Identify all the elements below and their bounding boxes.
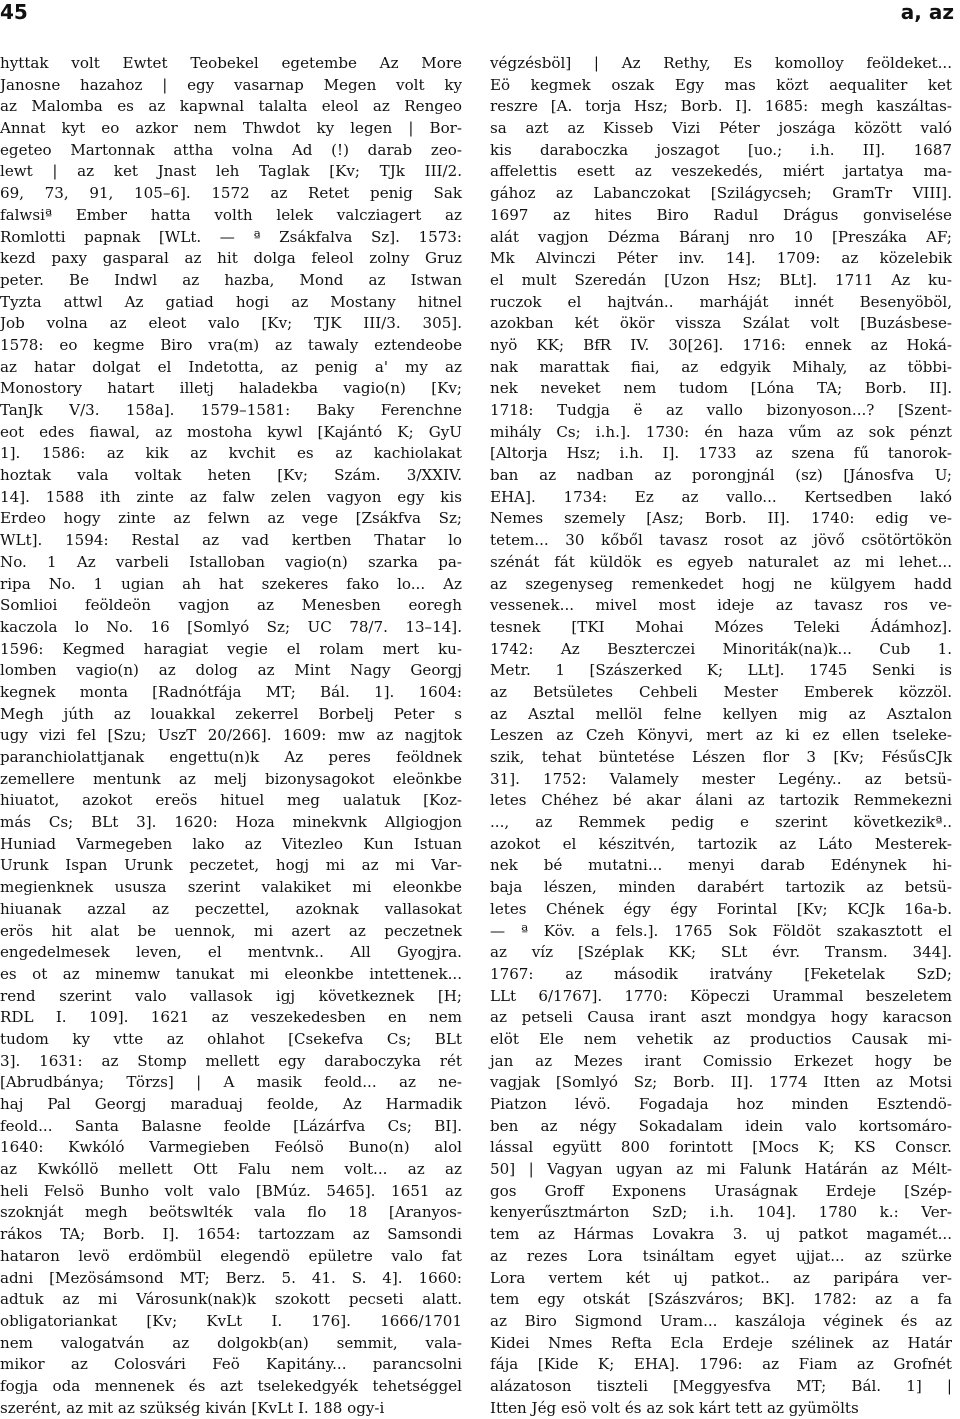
text-line: 1640: Kwkóló Varmegieben Feólsö Buno(n) alol — [0, 1138, 462, 1157]
text-line: hiuanak azzal az peczettel, azoknak vallasokat — [0, 899, 462, 918]
text-line: RDL I. 109]. 1621 az veszekedesben en nem — [0, 1008, 462, 1027]
text-line: 14]. 1588 ith zinte az falw zelen vagyon egy kis — [0, 487, 462, 506]
text-line: 1]. 1586: az kik az kvchit es az kachiolakat — [0, 444, 462, 463]
text-line: No. 1 Az varbeli Istalloban vagio(n) szarka pa- — [0, 552, 462, 571]
page-number: 45 — [0, 0, 28, 24]
text-line: kegnek monta [Radnótfája MT; Bál. 1]. 1604: — [0, 682, 462, 701]
text-line: 31]. 1752: Valamely mester Legény.. az betsü- — [490, 769, 952, 788]
text-line: Urunk Ispan Urunk peczetet, hogj mi az mi Var- — [0, 856, 462, 875]
text-line: tem egy otskát [Szászváros; BK]. 1782: az a fa — [490, 1290, 952, 1309]
text-line: haj Pal Georgj maraduaj feolde, Az Harmadik — [0, 1095, 462, 1113]
text-line: lewt | az ket Jnast leh Taglak [Kv; TJk III/2. — [0, 162, 462, 181]
text-line: paranchiolattjanak engettu(n)k Az peres feöldnek — [0, 748, 462, 766]
text-line: eot edes fiawal, az mostoha kywl [Kajántó K; GyU — [0, 422, 462, 441]
text-line: Mk Alvinczi Péter inv. 14]. 1709: az közelebik — [490, 249, 952, 268]
text-line: Megh júth az louakkal zekerrel Borbelj Peter s — [0, 704, 462, 723]
text-line: [Altorja Hsz; i.h. I]. 1733 az szena fű tanorok- — [490, 444, 952, 463]
text-line: nyö KK; BfR IV. 30[26]. 1716: ennek az Hoká- — [490, 335, 952, 354]
text-line: Kidei Nmes Refta Ecla Erdeje szélinek az Határ — [490, 1333, 952, 1352]
text-line: el mult Szeredán [Uzon Hsz; BLt]. 1711 Az ku- — [490, 270, 952, 289]
text-line: mihály Cs; i.h.]. 1730: én haza vűm az sok pénzt — [490, 422, 952, 441]
text-line: ripa No. 1 ugian ah hat szekeres fako lo... Az — [0, 574, 462, 593]
text-line: az Biro Sigmond Uram... kaszáloja véginek és az — [490, 1311, 952, 1330]
text-line: kenyerűsztmárton SzD; i.h. 104]. 1780 k.: Ver- — [490, 1203, 952, 1222]
text-line: Piatzon lévö. Fogadaja hoz minden Esztendö- — [490, 1095, 952, 1113]
text-line: 1596: Kegmed haragiat vegie el rolam mert ku- — [0, 639, 462, 658]
text-line: az szegenyseg remenkedet hogj ne külgyem hadd — [490, 574, 952, 593]
text-line: kezd paxy gasparal az hit dolga feleol zolny Gruz — [0, 249, 462, 268]
text-line: 69, 73, 91, 105–6]. 1572 az Retet penig Sak — [0, 184, 462, 203]
text-line: falwsiª Ember hatta volth lelek valcziagert az — [0, 205, 462, 224]
text-line: nak marattak fiai, az edgyik Mihaly, az többi- — [490, 357, 952, 376]
text-line: végzésböl] | Az Rethy, Es komolloy feöldeket... — [490, 54, 952, 72]
text-line: szerént, az mit az szükség kiván [KvLt I. 188 ogy-i — [0, 1398, 385, 1417]
text-line: [Abrudbánya; Törzs] | A masik feold... az ne- — [0, 1073, 462, 1092]
text-line: 50] | Vagyan ugyan az mi Falunk Határán az Mélt- — [490, 1160, 952, 1179]
text-line: letes Chének égy égy Forintal [Kv; KCJk 16a-b. — [490, 899, 952, 918]
text-line: az petseli Causa irant aszt mondgya hogy karacson — [490, 1008, 952, 1027]
text-line: heli Felsö Bunho volt valo [BMúz. 5465]. 1651 az — [0, 1181, 462, 1200]
running-head: a, az — [900, 0, 954, 24]
text-line: 3]. 1631: az Stomp mellett egy daraboczyka rét — [0, 1051, 462, 1070]
text-line: engedelmesek leven, el mentvnk.. All Gyogjra. — [0, 943, 462, 962]
text-line: kis daraboczka joszagot [uo.; i.h. II]. 1687 — [490, 140, 952, 159]
text-line: Job volna az eleot valo [Kv; TJK III/3. 305]. — [0, 314, 462, 333]
text-line: az rezes Lora tsináltam egyet ujjat... az szürke — [490, 1246, 952, 1265]
text-line: Leszen az Czeh Könyvi, mert az ki ez ellen tseleke- — [490, 726, 952, 745]
text-line: zemellere mentunk az melj bizonysagokot eleönkbe — [0, 769, 462, 788]
text-line: Erdeo hogy zinte az felwn az vege [Zsákfva Sz; — [0, 509, 462, 528]
text-line: gos Groff Exponens Uraságnak Erdeje [Szép- — [490, 1181, 952, 1200]
text-line: 1697 az hites Biro Radul Drágus gonviselése — [490, 205, 952, 224]
text-line: Annat kyt eo azkor nem Thwdot ky legen | Bor- — [0, 119, 462, 138]
text-line: mikor az Colosvári Feö Kapitány... parancsolni — [0, 1355, 462, 1374]
text-line: vessenek... mivel most ideje az tavasz ros ve- — [490, 596, 952, 615]
text-line: azokban két ökör vissza Szálat volt [Buzásbese- — [490, 314, 952, 333]
text-line: alát vagjon Dézma Báranj nro 10 [Preszáka AF; — [490, 227, 952, 246]
text-line: peter. Be Indwl az hazba, Mond az Istwan — [0, 270, 462, 289]
text-line: Nemes szemely [Asz; Borb. II]. 1740: edig ve- — [490, 509, 952, 528]
text-line: Metr. 1 [Szászerked K; LLt]. 1745 Senki is — [490, 661, 952, 680]
text-line: Somlioi feöldeön vagjon az Menesben eoregh — [0, 596, 462, 615]
text-line: ugy vizi fel [Szu; UszT 20/266]. 1609: mw az nagjtok — [0, 726, 462, 745]
text-line: rend szerint valo vallasok igj következnek [H; — [0, 986, 462, 1005]
text-line: feold... Santa Balasne feolde [Lázárfva Cs; BI]. — [0, 1116, 462, 1135]
text-line: 1742: Az Beszterczei Minoriták(na)k... Cub 1. — [490, 639, 952, 658]
text-line: Tyzta attwl Az gatiad hogi az Mostany hitnel — [0, 292, 462, 311]
text-line: reszre [A. torja Hsz; Borb. I]. 1685: megh kaszáltas- — [490, 97, 952, 116]
text-line: alázatoson tiszteli [Meggyesfva MT; Bál. 1] | — [490, 1376, 952, 1395]
text-line: es ot az minemw tanukat mi eleonkbe intettenek... — [0, 964, 462, 983]
text-line: megienknek ususza szerint valakiket mi eleonkbe — [0, 878, 462, 897]
text-line: WLt]. 1594: Restal az vad kertben Thatar lo — [0, 531, 462, 550]
text-line: ruczok el hajtván.. marháját innét Besenyöböl, — [490, 292, 952, 311]
text-line: szik, tehat büntetése Lészen flor 3 [Kv; FésűsCJk — [490, 748, 952, 766]
text-line: 1578: eo kegme Biro vra(m) az tawaly eztendeobe — [0, 335, 462, 354]
text-line: adtuk az mi Városunk(nak)k szokott pecseti alatt. — [0, 1290, 462, 1309]
text-line: jan az Mezes irant Comissio Erkezet hogy be — [490, 1051, 952, 1070]
text-line: affelettis esett az veszekedés, miért jartatya ma- — [490, 162, 952, 181]
text-line: lomben vagio(n) az dolog az Mint Nagy Georgj — [0, 661, 462, 680]
text-line: tem az Hármas Lovakra 3. uj patkot magamét... — [490, 1225, 952, 1244]
text-line: letes Chéhez bé akar álani az tartozik Remmekezni — [490, 791, 952, 810]
text-line: rákos TA; Borb. I]. 1654: tartozzam az Samsondi — [0, 1225, 462, 1244]
text-line: az Betsületes Cehbeli Mester Emberek közzöl. — [490, 682, 952, 701]
text-line: fája [Kide K; EHA]. 1796: az Fiam az Grofnét — [490, 1355, 952, 1374]
text-line: tesnek [TKI Mohai Mózes Teleki Ádámhoz]. — [490, 617, 952, 636]
text-column-right — [490, 53, 952, 1417]
text-line: az hatar dolgat el Indetotta, az penig a' my az — [0, 357, 462, 376]
text-line: obligatoriankat [Kv; KvLt I. 176]. 1666/1701 — [0, 1311, 462, 1330]
text-line: sa azt az Kisseb Vizi Péter joszága között való — [490, 119, 952, 138]
text-line: lással együtt 800 forintott [Mocs K; KS Conscr. — [490, 1138, 952, 1157]
text-line: szénát fát küldök es egyeb naturalet az mi lehet... — [490, 552, 952, 571]
text-line: EHA]. 1734: Ez az vallo... Kertsedben lakó — [490, 487, 952, 506]
text-line: hataron levö erdömbül elegendö epületre valo fat — [0, 1246, 462, 1265]
text-line: TanJk V/3. 158a]. 1579–1581: Baky Ferenchne — [0, 401, 462, 419]
text-line: fogja oda mennenek és azt tselekedgyék tehetséggel — [0, 1376, 462, 1395]
text-line: tudom ky vtte az ohlahot [Csekefva Cs; BLt — [0, 1029, 462, 1048]
text-line: hoztak vala voltak heten [Kv; Szám. 3/XXIV. — [0, 466, 462, 485]
text-line: erös hit alat be uennok, mi azert az peczetnek — [0, 921, 462, 940]
text-line: hyttak volt Ewtet Teobekel egetembe Az More — [0, 54, 462, 72]
text-line: 1718: Tudgja ë az vallo bizonyoson...? [Szent- — [490, 401, 952, 419]
text-line: baja lészen, minden darabért tartozik az betsü- — [490, 878, 952, 897]
text-line: az Malomba es az kapwnal talalta eleol az Rengeo — [0, 97, 462, 116]
text-line: Monostory hatart illetj haladekba vagio(n) [Kv; — [0, 379, 462, 398]
text-line: nek neveket nem tudom [Lóna TA; Borb. II]. — [490, 379, 952, 398]
text-line: az Kwkóllö mellett Ott Falu nem volt... az az — [0, 1160, 462, 1179]
text-line: szoknját megh beötswlték vala flo 18 [Aranyos- — [0, 1203, 462, 1222]
text-line: az Asztal mellöl felne kellyen mig az Asztalon — [490, 704, 952, 723]
text-line: vagjak [Somlyó Sz; Borb. II]. 1774 Itten az Motsi — [490, 1073, 952, 1092]
text-line: az víz [Széplak KK; SLt évr. Transm. 344]. — [490, 943, 952, 962]
text-line: kaczola lo No. 16 [Somlyó Sz; UC 78/7. 13–14]. — [0, 617, 462, 636]
text-line: Lora vertem két uj patkot.. az paripára ver- — [490, 1268, 952, 1287]
text-line: azokot el készitvén, tartozik az Láto Mesterek- — [490, 834, 952, 853]
text-line: Huniad Varmegeben lako az Vitezleo Kun Istuan — [0, 834, 462, 853]
text-line: hiuatot, azokot ereös hituel meg ualatuk [Koz- — [0, 791, 462, 810]
text-line: más Cs; BLt 3]. 1620: Hoza minekvnk Allgiogjon — [0, 813, 462, 832]
text-line: Romlotti papnak [WLt. — ª Zsákfalva Sz]. 1573: — [0, 227, 462, 246]
text-line: Janosne hazahoz | egy vasarnap Megen volt ky — [0, 75, 462, 94]
text-line: — ª Köv. a fels.]. 1765 Sok Földöt szakasztott el — [490, 921, 952, 940]
text-line: adni [Mezösámsond MT; Berz. 5. 41. S. 4]. 1660: — [0, 1268, 462, 1287]
text-line: LLt 6/1767]. 1770: Köpeczi Urammal beszeletem — [490, 986, 952, 1005]
text-line: tetem... 30 kőből tavasz rosot az jövő csötörtökön — [490, 531, 952, 550]
text-line: nek bé mutatni... menyi darab Edénynek hi- — [490, 856, 952, 875]
text-line: gához az Labanczokat [Szilágycseh; GramTr VIII]. — [490, 184, 952, 203]
text-line: egeteo Martonnak attha volna Ad (!) darab zeo- — [0, 140, 462, 159]
text-line: ben az négy Sokadalam idein valo kortsomáro- — [490, 1116, 952, 1135]
text-column-left — [0, 53, 462, 1417]
text-line: ..., az Remmek pedig e szerint következikª.. — [490, 813, 952, 832]
text-line: elöt Ele nem vehetik az productios Causak mi- — [490, 1029, 952, 1048]
text-line: ban az nadban az porongjnál (sz) [Jánosfva U; — [490, 466, 952, 485]
text-line: 1767: az második iratvány [Feketelak SzD; — [490, 964, 952, 983]
text-line: Eö kegmek oszak Egy mas közt aequaliter ket — [490, 75, 952, 94]
text-line: nem valogatván az dolgokb(an) semmit, vala- — [0, 1333, 462, 1352]
text-line: Itten Jég esö volt és az sok kárt tett az gyümölts — [490, 1398, 859, 1417]
